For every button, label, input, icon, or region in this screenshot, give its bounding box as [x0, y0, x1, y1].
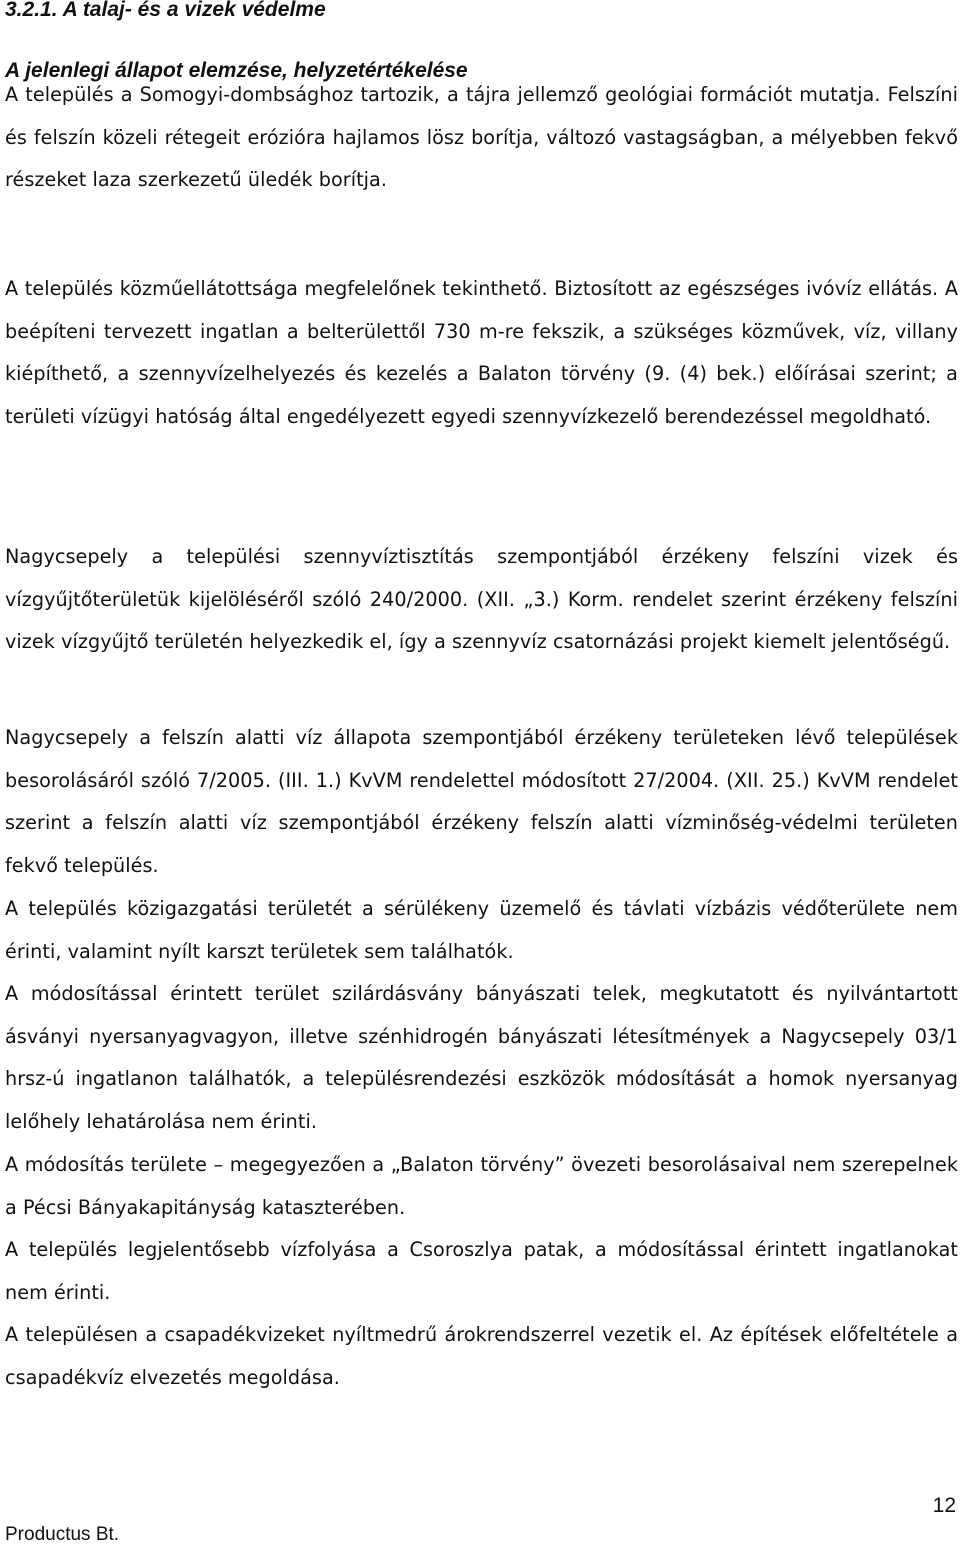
- paragraph-balaton-law: A módosítás területe – megegyezően a „Balaton törvény” övezeti besorolásaival nem szerepelnek a Pécsi Bányakapitányság kataszterében.: [5, 1153, 958, 1219]
- section-title: 3.2.1. A talaj- és a vizek védelme: [5, 0, 326, 21]
- paragraph-groundwater: Nagycsepely a felszín alatti víz állapota szempontjából érzékeny területeken lévő települések besorolásáról szóló 7/2005. (III. 1.) KvVM rendelettel módosított 27/2004. (XII. 25.) KvVM rendelet szerint a felszín alatti víz szempontjából érzékeny felszín alatti vízminőség-védelmi területen fekvő település.: [5, 726, 958, 877]
- paragraph-rainwater: A településen a csapadékvizeket nyíltmedrű árokrendszerrel vezetik el. Az építések előfeltétele a csapadékvíz elvezetés megoldása.: [5, 1323, 958, 1389]
- page-number: 12: [932, 1494, 956, 1517]
- paragraph-water-base: A település közigazgatási területét a sérülékeny üzemelő és távlati vízbázis védőterülete nem érinti, valamint nyílt karszt területek sem találhatók.: [5, 897, 958, 963]
- paragraph-geology: A település a Somogyi-dombsághoz tartozik, a tájra jellemző geológiai formációt mutatja. Felszíni és felszín közeli rétegeit erózióra hajlamos lösz borítja, változó vastagságban, a mélyebben fekvő részeket laza szerkezetű üledék borítja.: [5, 83, 958, 191]
- paragraph-mining: A módosítással érintett terület szilárdásvány bányászati telek, megkutatott és nyilvántartott ásványi nyersanyagvagyon, illetve szénhidrogén bányászati létesítmények a Nagycsepely 03/1 hrsz-ú ingatlanon találhatók, a településrendezési eszközök módosítását a homok nyersanyag lelőhely lehatárolása nem érinti.: [5, 982, 958, 1133]
- footer-company: Productus Bt.: [5, 1524, 120, 1545]
- paragraph-sensitive-surface-waters: Nagycsepely a települési szennyvíztisztítás szempontjából érzékeny felszíni vizek és vízgyűjtőterületük kijelöléséről szóló 240/2000. (XII. „3.) Korm. rendelet szerint érzékeny felszíni vizek vízgyűjtő területén helyezkedik el, így a szennyvíz csatornázási projekt kiemelt jelentőségű.: [5, 545, 958, 653]
- section-subtitle: A jelenlegi állapot elemzése, helyzetértékelése: [5, 59, 468, 82]
- paragraph-watercourse: A település legjelentősebb vízfolyása a Csoroszlya patak, a módosítással érintett ingatlanokat nem érinti.: [5, 1238, 958, 1304]
- paragraph-utilities: A település közműellátottsága megfelelőnek tekinthető. Biztosított az egészséges ivóvíz ellátás. A beépíteni tervezett ingatlan a belterülettől 730 m-re fekszik, a szükséges közművek, víz, villany kiépíthető, a szennyvízelhelyezés és kezelés a Balaton törvény (9. (4) bek.) előírásai szerint; a területi vízügyi hatóság által engedélyezett egyedi szennyvízkezelő berendezéssel megoldható.: [5, 277, 958, 428]
